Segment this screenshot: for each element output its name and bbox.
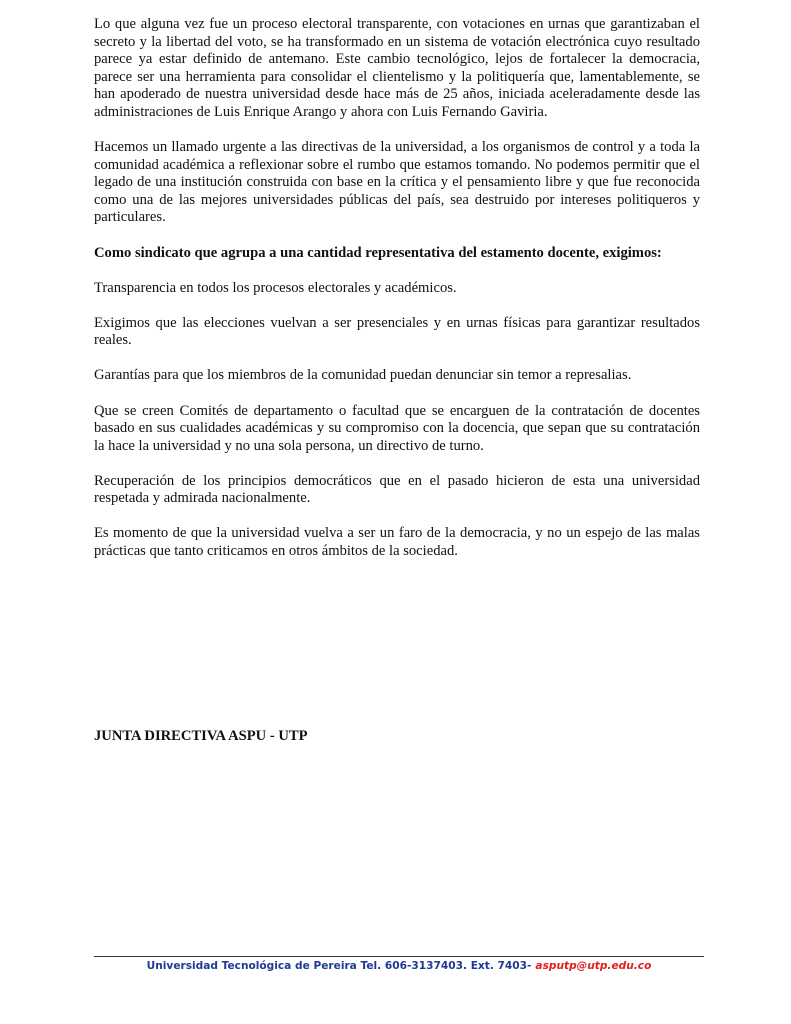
signature: JUNTA DIRECTIVA ASPU - UTP <box>94 728 308 744</box>
document-body <box>94 16 700 578</box>
demand-democratic-principles: Recuperación de los principios democráticos que en el pasado hicieron de esta una universidad respetada y admirada nacionalmente. <box>94 472 700 507</box>
footer-divider <box>94 956 704 957</box>
demand-committees: Que se creen Comités de departamento o facultad que se encarguen de la contratación de docentes basado en sus cualidades académicas y su compromiso con la docencia, que sepan que su contratación la hace la universidad y no una sola persona, un directivo de turno. <box>94 402 700 454</box>
footer-contact: Universidad Tecnológica de Pereira Tel. 606-3137403. Ext. 7403- <box>146 960 532 972</box>
closing-paragraph: Es momento de que la universidad vuelva a ser un faro de la democracia, y no un espejo de las malas prácticas que tanto criticamos en otros ámbitos de la sociedad. <box>94 525 700 560</box>
demand-transparency: Transparencia en todos los procesos electorales y académicos. <box>94 279 457 296</box>
demand-guarantees: Garantías para que los miembros de la comunidad puedan denunciar sin temor a represalias. <box>94 367 632 384</box>
demands-heading: Como sindicato que agrupa a una cantidad representativa del estamento docente, exigimos: <box>94 244 662 261</box>
paragraph-electoral-process: Lo que alguna vez fue un proceso electoral transparente, con votaciones en urnas que garantizaban el secreto y la libertad del voto, se ha transformado en un sistema de votación electrónica cuyo resultado parece ya estar definido de antemano. Este cambio tecnológico, lejos de fortalecer la democracia, parece ser una herramienta para consolidar el clientelismo y la politiquería que, lamentablemente, se han apoderado de nuestra universidad desde hace más de 25 años, iniciada aceleradamente desde las administraciones de Luis Enrique Arango y ahora con Luis Fernando Gaviria. <box>94 16 700 120</box>
paragraph-urgent-call: Hacemos un llamado urgente a las directivas de la universidad, a los organismos de control y a toda la comunidad académica a reflexionar sobre el rumbo que estamos tomando. No podemos permitir que el legado de una institución construida con base en la crítica y el pensamiento libre y que fue reconocida como una de las mejores universidades públicas del país, sea destruido por intereses politiqueros y particulares. <box>94 139 700 226</box>
demand-in-person-elections: Exigimos que las elecciones vuelvan a ser presenciales y en urnas físicas para garantizar resultados reales. <box>94 314 700 349</box>
footer <box>94 959 704 973</box>
footer-email[interactable]: asputp@utp.edu.co <box>535 960 652 972</box>
